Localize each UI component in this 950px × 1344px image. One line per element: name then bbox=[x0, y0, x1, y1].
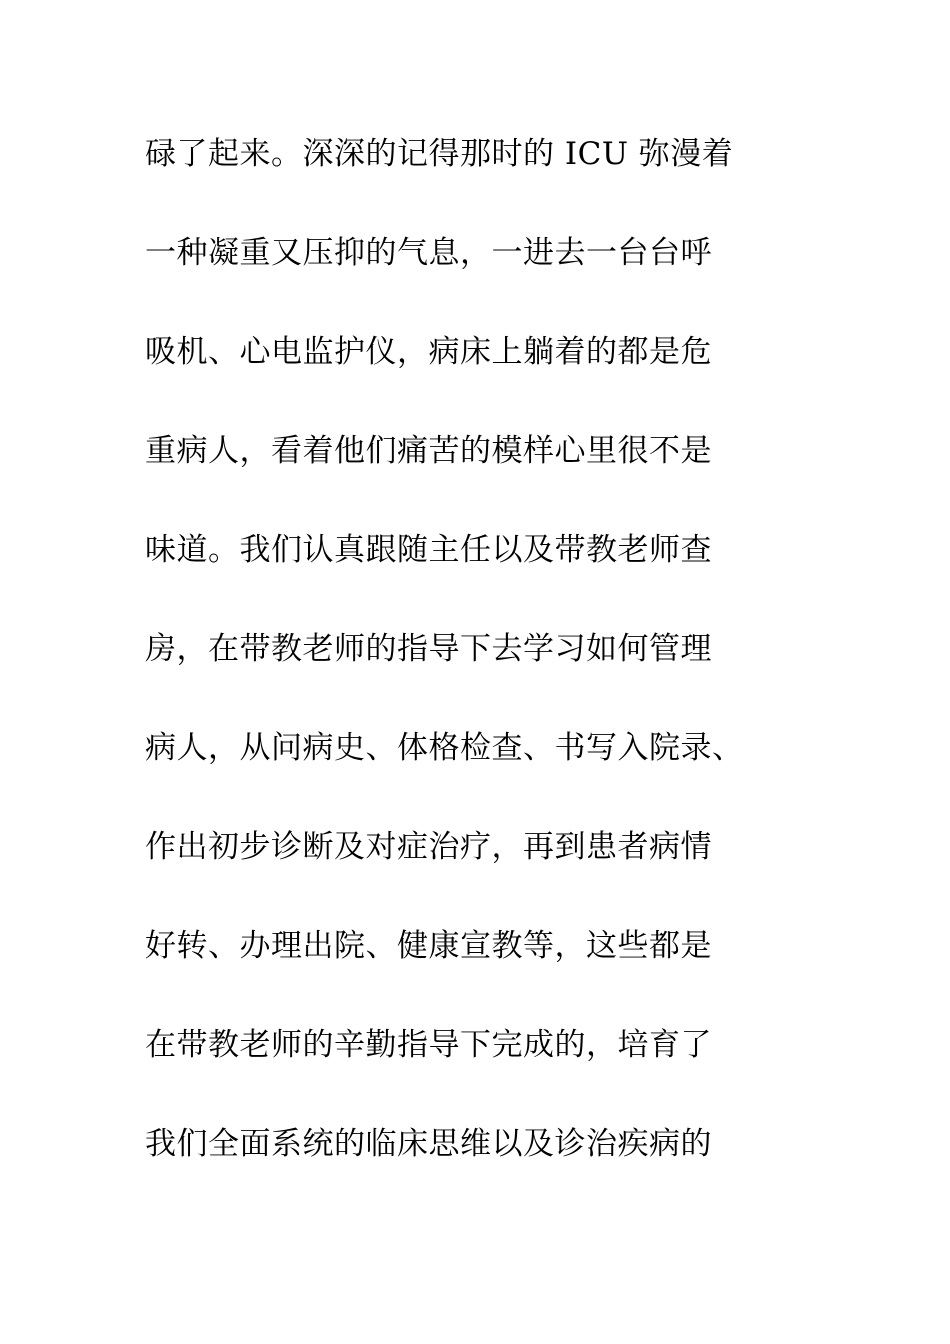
text-line-5: 味道。我们认真跟随主任以及带教老师查 bbox=[145, 532, 712, 568]
text-line-8: 作出初步诊断及对症治疗，再到患者病情 bbox=[145, 829, 712, 865]
text-line-2: 一种凝重又压抑的气息，一进去一台台呼 bbox=[145, 235, 712, 271]
text-line-9: 好转、办理出院、健康宣教等，这些都是 bbox=[145, 928, 712, 964]
text-line-6: 房，在带教老师的指导下去学习如何管理 bbox=[145, 631, 712, 667]
text-line-4: 重病人，看着他们痛苦的模样心里很不是 bbox=[145, 433, 712, 469]
text-line-10: 在带教老师的辛勤指导下完成的，培育了 bbox=[145, 1027, 712, 1063]
text-line-11: 我们全面系统的临床思维以及诊治疾病的 bbox=[145, 1126, 712, 1162]
body-text bbox=[145, 126, 805, 1215]
text-line-1: 碌了起来。深深的记得那时的 ICU 弥漫着 bbox=[145, 136, 734, 172]
text-line-7: 病人，从问病史、体格检查、书写入院录、 bbox=[145, 730, 744, 766]
text-line-3: 吸机、心电监护仪，病床上躺着的都是危 bbox=[145, 334, 712, 370]
